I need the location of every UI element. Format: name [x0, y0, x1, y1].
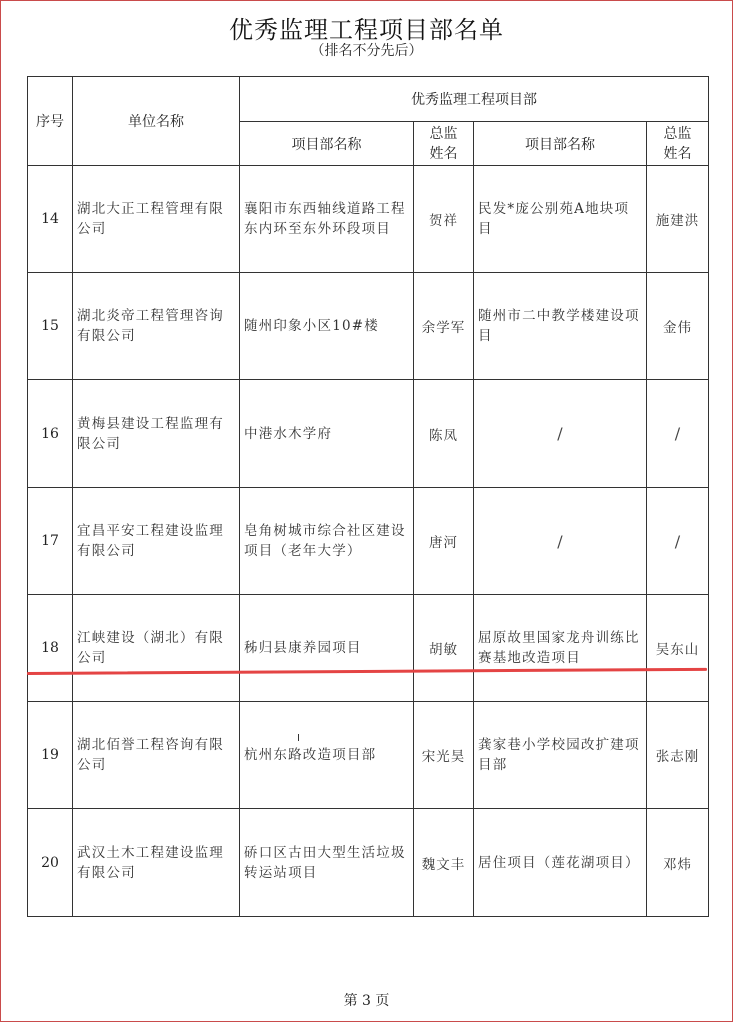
row-project-1: 皂角树城市综合社区建设项目（老年大学）	[240, 488, 414, 595]
row-director-2: 施建洪	[647, 166, 709, 273]
table-row	[28, 380, 709, 488]
award-table	[27, 76, 709, 917]
header-director-2: 总监姓名	[647, 122, 709, 166]
row-director-1: 胡敏	[414, 595, 474, 702]
row-project-1: 随州印象小区10#楼	[240, 273, 414, 380]
row-seq: 20	[28, 809, 73, 917]
row-project-2: 屈原故里国家龙舟训练比赛基地改造项目	[474, 595, 647, 702]
row-director-1: 陈凤	[414, 380, 474, 488]
table-row	[28, 702, 709, 809]
row-director-2: 吴东山	[647, 595, 709, 702]
row-project-2: /	[474, 380, 647, 488]
header-group: 优秀监理工程项目部	[240, 77, 709, 122]
row-project-2: 龚家巷小学校园改扩建项目部	[474, 702, 647, 809]
row-seq: 18	[28, 595, 73, 702]
row-seq: 14	[28, 166, 73, 273]
row-seq: 16	[28, 380, 73, 488]
ink-mark	[298, 734, 299, 741]
row-project-2: 居住项目（莲花湖项目）	[474, 809, 647, 917]
row-director-1: 宋光昊	[414, 702, 474, 809]
header-project-name-1: 项目部名称	[240, 122, 414, 166]
row-project-1: 杭州东路改造项目部	[240, 702, 414, 809]
row-director-2: /	[647, 488, 709, 595]
header-director-1: 总监姓名	[414, 122, 474, 166]
row-project-1: 硚口区古田大型生活垃圾转运站项目	[240, 809, 414, 917]
table-row	[28, 809, 709, 917]
row-director-1: 唐河	[414, 488, 474, 595]
table-row	[28, 273, 709, 380]
table-row	[28, 488, 709, 595]
header-unit: 单位名称	[73, 77, 240, 166]
page-title: 优秀监理工程项目部名单	[229, 16, 504, 44]
page-number: 第 3 页	[343, 993, 390, 1009]
row-director-1: 贺祥	[414, 166, 474, 273]
row-unit: 湖北佰誉工程咨询有限公司	[73, 702, 240, 809]
row-director-1: 魏文丰	[414, 809, 474, 917]
row-unit: 武汉土木工程建设监理有限公司	[73, 809, 240, 917]
row-unit: 江峡建设（湖北）有限公司	[73, 595, 240, 702]
row-seq: 15	[28, 273, 73, 380]
row-director-2: 张志刚	[647, 702, 709, 809]
row-unit: 宜昌平安工程建设监理有限公司	[73, 488, 240, 595]
row-project-1: 秭归县康养园项目	[240, 595, 414, 702]
row-seq: 17	[28, 488, 73, 595]
row-director-1: 余学军	[414, 273, 474, 380]
row-project-1: 襄阳市东西轴线道路工程东内环至东外环段项目	[240, 166, 414, 273]
row-project-2: 随州市二中教学楼建设项目	[474, 273, 647, 380]
table-row	[28, 595, 709, 702]
row-unit: 黄梅县建设工程监理有限公司	[73, 380, 240, 488]
row-director-2: 金伟	[647, 273, 709, 380]
table-row	[28, 166, 709, 273]
row-project-2: /	[474, 488, 647, 595]
row-director-2: /	[647, 380, 709, 488]
row-project-1: 中港水木学府	[240, 380, 414, 488]
header-project-name-2: 项目部名称	[474, 122, 647, 166]
row-unit: 湖北大正工程管理有限公司	[73, 166, 240, 273]
row-seq: 19	[28, 702, 73, 809]
row-project-2: 民发*庞公别苑A地块项目	[474, 166, 647, 273]
header-seq: 序号	[28, 77, 73, 166]
page-subtitle: （排名不分先后）	[310, 43, 423, 59]
row-unit: 湖北炎帝工程管理咨询有限公司	[73, 273, 240, 380]
row-director-2: 邓炜	[647, 809, 709, 917]
